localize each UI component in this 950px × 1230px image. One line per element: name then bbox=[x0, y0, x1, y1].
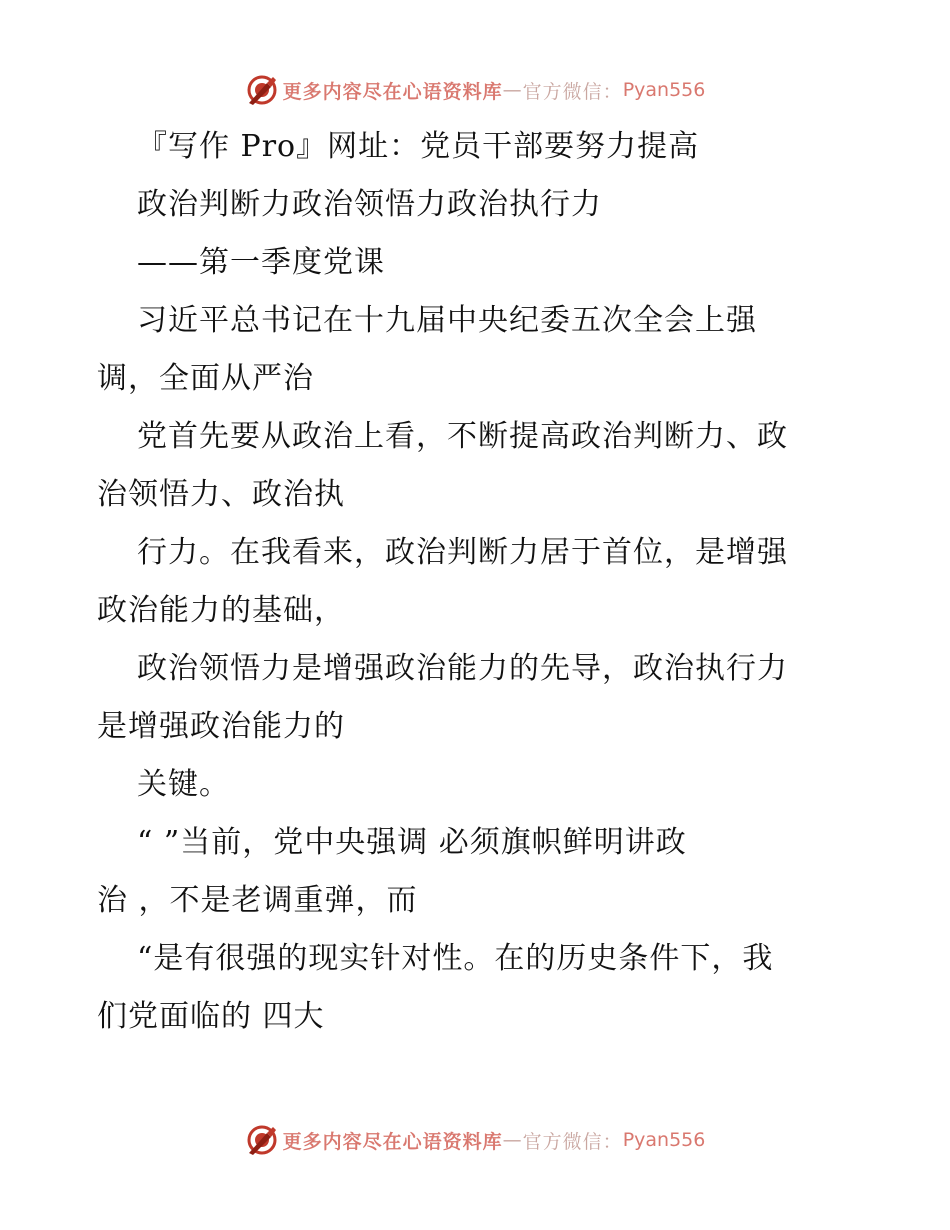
body-line-5: 行力。在我看来，政治判断力居于首位，是增强 bbox=[137, 535, 788, 570]
body-line-10: “ ”当前，党中央强调 必须旗帜鲜明讲政 bbox=[137, 825, 687, 860]
title-line-3: ——第一季度党课 bbox=[137, 245, 385, 280]
body-line-1: 习近平总书记在十九届中央纪委五次全会上强 bbox=[137, 303, 757, 338]
body-line-11: 治 ，不是老调重弹，而 bbox=[97, 883, 418, 918]
body-line-4: 治领悟力、政治执 bbox=[97, 477, 345, 512]
watermark-wechat-id: Pyan556 bbox=[622, 79, 706, 101]
title-line-2: 政治判断力政治领悟力政治执行力 bbox=[137, 187, 602, 222]
watermark-site-text: 更多内容尽在心语资料库 bbox=[282, 1130, 503, 1153]
watermark-wechat-id: Pyan556 bbox=[622, 1129, 706, 1151]
pen-logo-icon bbox=[245, 1123, 279, 1157]
title-line-1: 『写作 Pro』网址：党员干部要努力提高 bbox=[137, 129, 700, 164]
body-line-6: 政治能力的基础， bbox=[97, 593, 345, 628]
watermark-wechat-label: 官方微信： bbox=[522, 80, 623, 103]
body-line-3: 党首先要从政治上看，不断提高政治判断力、政 bbox=[137, 419, 788, 454]
watermark-site-text: 更多内容尽在心语资料库 bbox=[282, 80, 503, 103]
body-line-12: “是有很强的现实针对性。在的历史条件下，我 bbox=[137, 941, 774, 976]
body-line-2: 调，全面从严治 bbox=[97, 361, 314, 396]
body-line-9: 关键。 bbox=[137, 767, 230, 802]
body-line-7: 政治领悟力是增强政治能力的先导，政治执行力 bbox=[137, 651, 788, 686]
footer-watermark bbox=[0, 1120, 950, 1160]
body-line-13: 们党面临的 四大 bbox=[97, 999, 325, 1034]
watermark-wechat-label: 官方微信： bbox=[522, 1130, 623, 1153]
body-line-8: 是增强政治能力的 bbox=[97, 709, 345, 744]
watermark-separator: — bbox=[502, 79, 523, 101]
watermark-separator: — bbox=[502, 1129, 523, 1151]
